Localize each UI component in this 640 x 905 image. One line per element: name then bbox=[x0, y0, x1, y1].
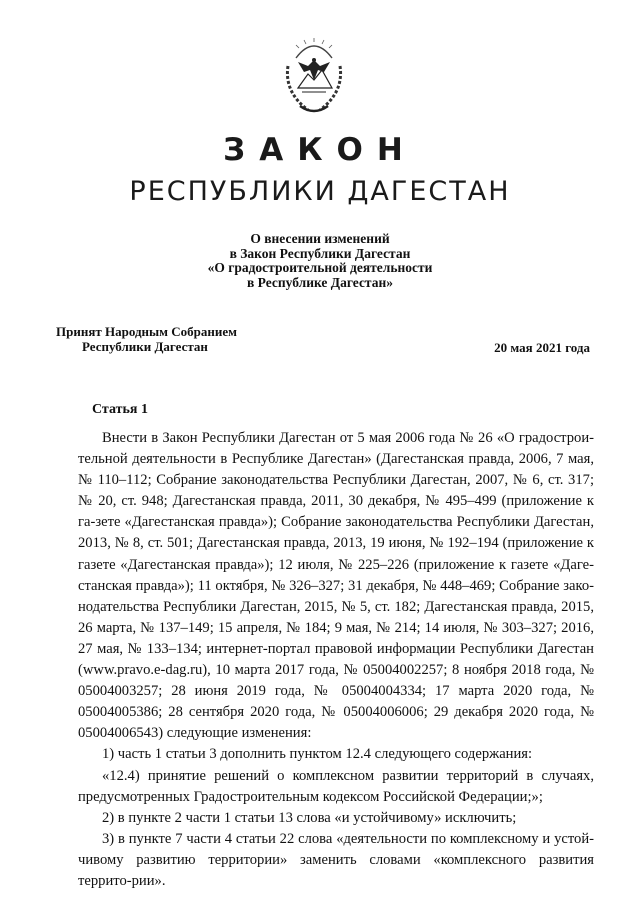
law-subject-block bbox=[0, 232, 640, 290]
issuer-title: РЕСПУБЛИКИ ДАГЕСТАН bbox=[129, 176, 511, 207]
subject-line: О внесении изменений bbox=[250, 231, 390, 246]
adoption-date: 20 мая 2021 года bbox=[494, 340, 590, 355]
article-paragraph: 2) в пункте 2 части 1 статьи 13 слова «и устойчивому» исключить; bbox=[102, 809, 517, 826]
adopted-by-block bbox=[56, 325, 237, 354]
subject-line: в Республике Дагестан» bbox=[246, 274, 394, 290]
article-paragraph: 1) часть 1 статьи 3 дополнить пунктом 12.4 следующего содержания: bbox=[102, 746, 533, 763]
article-paragraph: 3) в пункте 7 части 4 статьи 22 слова «деятельности по комплексному и устой-чивому развитию территории» заменить словами «комплексного развития террито-рии». bbox=[78, 830, 594, 889]
adopted-by-line: Принят Народным Собранием bbox=[56, 324, 238, 339]
document-type-title: ЗАКОН bbox=[223, 132, 417, 168]
article-paragraph: «12.4) принятие решений о комплексном развитии территорий в случаях, предусмотренных Градостроительным кодексом Российской Федерации;»; bbox=[78, 767, 594, 805]
article-body bbox=[78, 428, 594, 892]
article-heading: Статья 1 bbox=[92, 402, 148, 417]
article-paragraph: Внести в Закон Республики Дагестан от 5 мая 2006 года № 26 «О градострои-тельной деятельности в Республике Дагестан» (Дагестанская правда, 2006, 7 мая, № 110–112; Собрание законодательства Республики Дагестан, 2007, № 6, ст. 317; № 20, ст. 948; Дагестанская правда, 2011, 30 декабря, № 495–499 (приложение к га-зете «Дагестанская правда»); Собрание законодательства Республики Дагестан, 2013, № 8, ст. 501; Дагестанская правда, 2013, 19 июня, № 192–194 (приложение к газете «Дагестанская правда»); 12 июля, № 225–226 (приложение к газете «Даге-станская правда»); 11 октября, № 326–327; 31 декабря, № 448–469; Собрание зако-нодательства Республики Дагестан, 2015, № 5, ст. 182; Дагестанская правда, 2015, 26 марта, № 137–149; 15 апреля, № 184; 9 мая, № 214; 14 июля, № 303–327; 2016, 27 мая, № 133–134; интернет-портал правовой информации Республики Дагестан (www.pravo.e-dag.ru), 10 марта 2017 года, № 05004002257; 8 ноября 2018 года, № 05004003257; 28 июня 2019 года, № 05004004334; 17 марта 2020 года, № 05004005386; 28 сентября 2020 года, № 05004006006; 29 декабря 2020 года, № 05004006543) следующие изменения: bbox=[78, 430, 594, 742]
dagestan-coat-of-arms-icon bbox=[278, 36, 350, 120]
subject-line: «О градостроительной деятельности bbox=[207, 260, 433, 275]
adopted-by-line: Республики Дагестан bbox=[82, 338, 208, 354]
subject-line: в Закон Республики Дагестан bbox=[229, 245, 411, 261]
